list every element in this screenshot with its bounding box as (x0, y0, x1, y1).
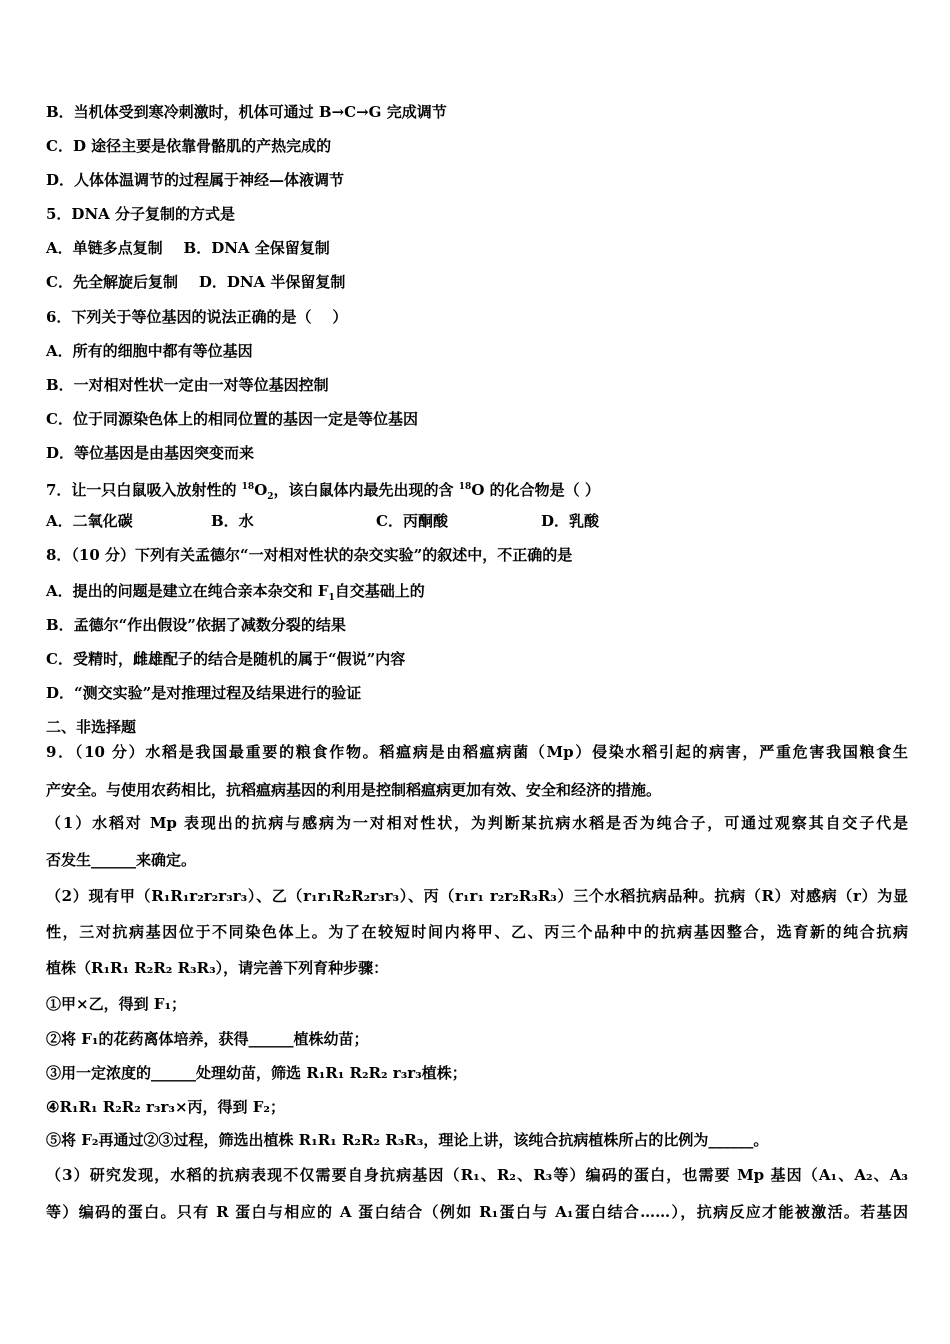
q8-stem: 8．（10 分）下列有关孟德尔“一对相对性状的杂交实验”的叙述中，不正确的是 (46, 546, 573, 564)
q6-option-c: C．位于同源染色体上的相同位置的基因一定是等位基因 (46, 410, 418, 428)
q9-step3: ③用一定浓度的______处理幼苗，筛选 R₁R₁ R₂R₂ r₃r₃植株； (46, 1064, 467, 1082)
q5-stem: 5．DNA 分子复制的方式是 (46, 205, 236, 223)
q9-step1: ①甲×乙，得到 F₁； (46, 995, 187, 1013)
q7-option-b: B．水 (211, 512, 254, 530)
q9-step4: ④R₁R₁ R₂R₂ r₃r₃×丙，得到 F₂； (46, 1098, 285, 1116)
q8-option-b: B．孟德尔“作出假设”依据了减数分裂的结果 (46, 616, 346, 634)
q7-options (46, 511, 908, 531)
q8-option-d: D．“测交实验”是对推理过程及结果进行的验证 (46, 684, 362, 702)
q9-part1-line1: （1）水稻对 Mp 表现出的抗病与感病为一对相对性状，为判断某抗病水稻是否为纯合子，可通过观察其自交子代是 (46, 814, 908, 832)
q7-option-d: D．乳酸 (541, 512, 600, 530)
q6-stem: 6．下列关于等位基因的说法正确的是（ ） (46, 308, 348, 326)
q9-part2-line1: （2）现有甲（R₁R₁r₂r₂r₃r₃）、乙（r₁r₁R₂R₂r₃r₃）、丙（r₁r₁ r₂r₂R₃R₃）三个水稻抗病品种。抗病（R）对感病（r）为显 (46, 887, 908, 905)
q9-part2-line3: 植株（R₁R₁ R₂R₂ R₃R₃），请完善下列育种步骤： (46, 959, 389, 977)
q4-option-b: B．当机体受到寒冷刺激时，机体可通过 B→C→G 完成调节 (46, 103, 447, 121)
q7-stem: 7．让一只白鼠吸入放射性的 $^{18}O_2$，该白鼠体内最先出现的含 $^{18}$O 的化合物是（ ） (46, 481, 600, 502)
q9-part3-line1: （3）研究发现，水稻的抗病表现不仅需要自身抗病基因（R₁、R₂、R₃等）编码的蛋白，也需要 Mp 基因（A₁、A₂、A₃ (46, 1166, 908, 1184)
q5-options-row1: A．单链多点复制 B．DNA 全保留复制 (46, 239, 330, 257)
q9-step2: ②将 F₁的花药离体培养，获得______植株幼苗； (46, 1030, 369, 1048)
q9-line2: 产安全。与使用农药相比，抗稻瘟病基因的利用是控制稻瘟病更加有效、安全和经济的措施。 (46, 781, 662, 799)
q9-part1-line2: 否发生______来确定。 (46, 851, 197, 869)
q4-option-c: C．D 途径主要是依靠骨骼肌的产热完成的 (46, 137, 332, 155)
q5-options-row2: C．先全解旋后复制 D．DNA 半保留复制 (46, 273, 346, 291)
q9-line1: 9．（10 分）水稻是我国最重要的粮食作物。稻瘟病是由稻瘟病菌（Mp）侵染水稻引起的病害，严重危害我国粮食生 (46, 743, 908, 761)
q8-option-c: C．受精时，雌雄配子的结合是随机的属于“假说”内容 (46, 650, 406, 668)
q9-part2-line2: 性，三对抗病基因位于不同染色体上。为了在较短时间内将甲、乙、丙三个品种中的抗病基因整合，选育新的纯合抗病 (46, 923, 908, 941)
q6-option-d: D．等位基因是由基因突变而来 (46, 444, 255, 462)
q9-step5: ⑤将 F₂再通过②③过程，筛选出植株 R₁R₁ R₂R₂ R₃R₃，理论上讲，该纯合抗病植株所占的比例为______。 (46, 1131, 769, 1149)
q6-option-b: B．一对相对性状一定由一对等位基因控制 (46, 376, 329, 394)
q6-option-a: A．所有的细胞中都有等位基因 (46, 342, 253, 360)
q7-option-a: A．二氧化碳 (46, 512, 133, 530)
q8-option-a: A．提出的问题是建立在纯合亲本杂交和 $F_1$自交基础上的 (46, 582, 425, 603)
q4-option-d: D．人体体温调节的过程属于神经—体液调节 (46, 171, 345, 189)
q7-option-c: C．丙酮酸 (376, 512, 448, 530)
q9-part3-line2: 等）编码的蛋白。只有 R 蛋白与相应的 A 蛋白结合（例如 R₁蛋白与 A₁蛋白结合……），抗病反应才能被激活。若基因 (46, 1203, 908, 1221)
section-heading-non-choice: 二、非选择题 (46, 718, 137, 736)
